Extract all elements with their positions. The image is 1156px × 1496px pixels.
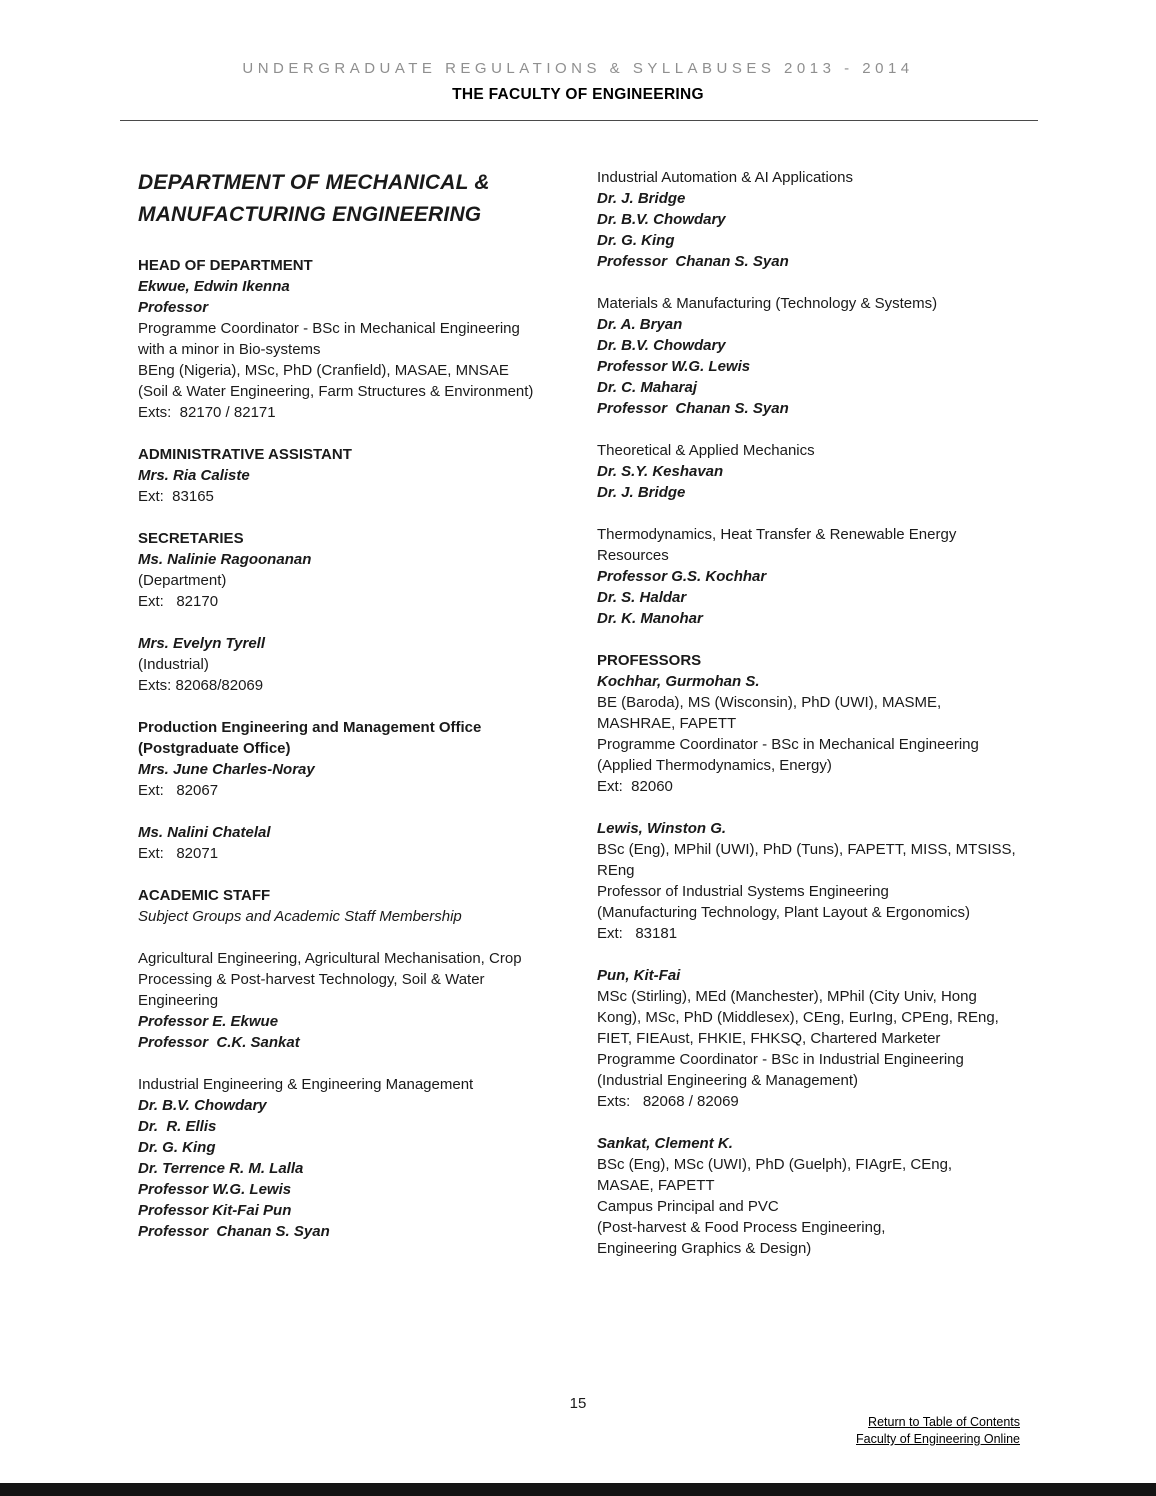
text-line: Ext: 82170: [138, 593, 219, 610]
text-line: (Applied Thermodynamics, Energy): [597, 757, 832, 774]
section-heading: Production Engineering and Management Office: [138, 719, 482, 736]
content-columns: [0, 121, 1156, 1280]
text-line: (Soil & Water Engineering, Farm Structures & Environment): [138, 383, 534, 400]
staff-name: Professor Chanan S. Syan: [597, 253, 789, 270]
text-line: Programme Coordinator - BSc in Industrial Engineering: [597, 1051, 964, 1068]
footer-links: [856, 1414, 1020, 1448]
text-line: Theoretical & Applied Mechanics: [597, 442, 815, 459]
section-heading: PROFESSORS: [597, 652, 702, 669]
text-line: (Industrial): [138, 656, 209, 673]
text-line: Agricultural Engineering, Agricultural Mechanisation, Crop: [138, 950, 522, 967]
text-line: (Post-harvest & Food Process Engineering,: [597, 1219, 886, 1236]
staff-name: Professor G.S. Kochhar: [597, 568, 767, 585]
staff-name: Professor W.G. Lewis: [597, 358, 751, 375]
professors-kochhar-block: [597, 650, 1021, 797]
staff-name: Kochhar, Gurmohan S.: [597, 673, 760, 690]
staff-name: Professor E. Ekwue: [138, 1013, 279, 1030]
subject-group-thermodynamics-block: [597, 524, 1021, 629]
text-line: BSc (Eng), MSc (UWI), PhD (Guelph), FIAgrE, CEng,: [597, 1156, 953, 1173]
department-title: [138, 167, 562, 231]
subject-group-materials-block: [597, 293, 1021, 419]
staff-name: Professor W.G. Lewis: [138, 1181, 292, 1198]
page-header: [0, 0, 1156, 121]
staff-name: Lewis, Winston G.: [597, 820, 727, 837]
text-line: MASAE, FAPETT: [597, 1177, 715, 1194]
text-line: BSc (Eng), MPhil (UWI), PhD (Tuns), FAPETT, MISS, MTSISS,: [597, 841, 1016, 858]
staff-name: Dr. Terrence R. M. Lalla: [138, 1160, 304, 1177]
staff-name: Pun, Kit-Fai: [597, 967, 681, 984]
department-title-line: DEPARTMENT OF MECHANICAL &: [138, 171, 490, 194]
staff-name: Mrs. June Charles-Noray: [138, 761, 315, 778]
text-line: Materials & Manufacturing (Technology & Systems): [597, 295, 938, 312]
staff-name: Dr. G. King: [597, 232, 675, 249]
text-line: Ext: 83165: [138, 488, 214, 505]
staff-name: Professor Chanan S. Syan: [597, 400, 789, 417]
staff-name: Professor Kit-Fai Pun: [138, 1202, 292, 1219]
text-line: Subject Groups and Academic Staff Membership: [138, 908, 462, 925]
staff-name: Dr. B.V. Chowdary: [597, 337, 726, 354]
text-line: Exts: 82068/82069: [138, 677, 264, 694]
text-line: (Industrial Engineering & Management): [597, 1072, 858, 1089]
text-line: Ext: 82067: [138, 782, 219, 799]
text-line: Professor of Industrial Systems Engineering: [597, 883, 889, 900]
staff-name: Professor C.K. Sankat: [138, 1034, 300, 1051]
secretary-evelyn-tyrell-block: [138, 633, 562, 696]
publication-title: UNDERGRADUATE REGULATIONS & SYLLABUSES 2013 - 2014: [242, 60, 914, 77]
staff-name: Mrs. Evelyn Tyrell: [138, 635, 266, 652]
staff-name: Professor: [138, 299, 209, 316]
department-title-line: MANUFACTURING ENGINEERING: [138, 203, 482, 226]
staff-name: Dr. G. King: [138, 1139, 216, 1156]
staff-name: Dr. J. Bridge: [597, 190, 686, 207]
staff-name: Dr. K. Manohar: [597, 610, 703, 627]
text-line: Campus Principal and PVC: [597, 1198, 779, 1215]
text-line: FIET, FIEAust, FHKIE, FHKSQ, Chartered Marketer: [597, 1030, 941, 1047]
professors-pun-block: [597, 965, 1021, 1112]
section-heading: HEAD OF DEPARTMENT: [138, 257, 313, 274]
page-number: 15: [569, 1395, 587, 1412]
section-heading: (Postgraduate Office): [138, 740, 291, 757]
staff-name: Professor Chanan S. Syan: [138, 1223, 330, 1240]
section-heading: ACADEMIC STAFF: [138, 887, 271, 904]
academic-staff-block: [138, 885, 562, 927]
staff-name: Sankat, Clement K.: [597, 1135, 733, 1152]
text-line: Engineering Graphics & Design): [597, 1240, 812, 1257]
professors-lewis-block: [597, 818, 1021, 944]
staff-name: Dr. S. Haldar: [597, 589, 687, 606]
text-line: BE (Baroda), MS (Wisconsin), PhD (UWI), MASME,: [597, 694, 942, 711]
section-heading: SECRETARIES: [138, 530, 244, 547]
staff-name: Ekwue, Edwin Ikenna: [138, 278, 290, 295]
text-line: Programme Coordinator - BSc in Mechanical Engineering: [138, 320, 520, 337]
left-column: [138, 167, 562, 1280]
staff-name: Dr. B.V. Chowdary: [138, 1097, 267, 1114]
staff-name: Mrs. Ria Caliste: [138, 467, 250, 484]
text-line: REng: [597, 862, 635, 879]
text-line: Engineering: [138, 992, 219, 1009]
secretary-nalini-chatelal-block: [138, 822, 562, 864]
return-to-toc-link[interactable]: Return to Table of Contents: [868, 1415, 1020, 1429]
staff-name: Ms. Nalinie Ragoonanan: [138, 551, 312, 568]
subject-group-automation-block: [597, 167, 1021, 272]
text-line: Industrial Engineering & Engineering Management: [138, 1076, 474, 1093]
staff-name: Dr. B.V. Chowdary: [597, 211, 726, 228]
subject-group-industrial-block: [138, 1074, 562, 1242]
page-bottom-bar: [0, 1483, 1156, 1496]
text-line: Programme Coordinator - BSc in Mechanical Engineering: [597, 736, 979, 753]
staff-name: Dr. A. Bryan: [597, 316, 683, 333]
text-line: Ext: 82060: [597, 778, 673, 795]
text-line: (Department): [138, 572, 227, 589]
text-line: Ext: 83181: [597, 925, 678, 942]
text-line: BEng (Nigeria), MSc, PhD (Cranfield), MASAE, MNSAE: [138, 362, 509, 379]
text-line: Resources: [597, 547, 669, 564]
secretaries-block: [138, 528, 562, 612]
text-line: Kong), MSc, PhD (Middlesex), CEng, EurIng, CPEng, REng,: [597, 1009, 999, 1026]
head-of-department-block: [138, 255, 562, 423]
text-line: MASHRAE, FAPETT: [597, 715, 737, 732]
production-engineering-office-block: [138, 717, 562, 801]
text-line: Exts: 82170 / 82171: [138, 404, 276, 421]
text-line: MSc (Stirling), MEd (Manchester), MPhil (City Univ, Hong: [597, 988, 977, 1005]
staff-name: Ms. Nalini Chatelal: [138, 824, 271, 841]
text-line: Industrial Automation & AI Applications: [597, 169, 853, 186]
text-line: (Manufacturing Technology, Plant Layout & Ergonomics): [597, 904, 970, 921]
text-line: Processing & Post-harvest Technology, Soil & Water: [138, 971, 485, 988]
administrative-assistant-block: [138, 444, 562, 507]
text-line: Ext: 82071: [138, 845, 219, 862]
professors-sankat-block: [597, 1133, 1021, 1259]
right-column: [597, 167, 1021, 1280]
text-line: Thermodynamics, Heat Transfer & Renewable Energy: [597, 526, 957, 543]
staff-name: Dr. J. Bridge: [597, 484, 686, 501]
text-line: with a minor in Bio-systems: [138, 341, 321, 358]
faculty-online-link[interactable]: Faculty of Engineering Online: [856, 1432, 1020, 1446]
text-line: Exts: 82068 / 82069: [597, 1093, 739, 1110]
faculty-title: THE FACULTY OF ENGINEERING: [452, 86, 704, 103]
staff-name: Dr. C. Maharaj: [597, 379, 698, 396]
staff-name: Dr. R. Ellis: [138, 1118, 217, 1135]
staff-name: Dr. S.Y. Keshavan: [597, 463, 724, 480]
section-heading: ADMINISTRATIVE ASSISTANT: [138, 446, 352, 463]
subject-group-mechanics-block: [597, 440, 1021, 503]
subject-group-agricultural-block: [138, 948, 562, 1053]
